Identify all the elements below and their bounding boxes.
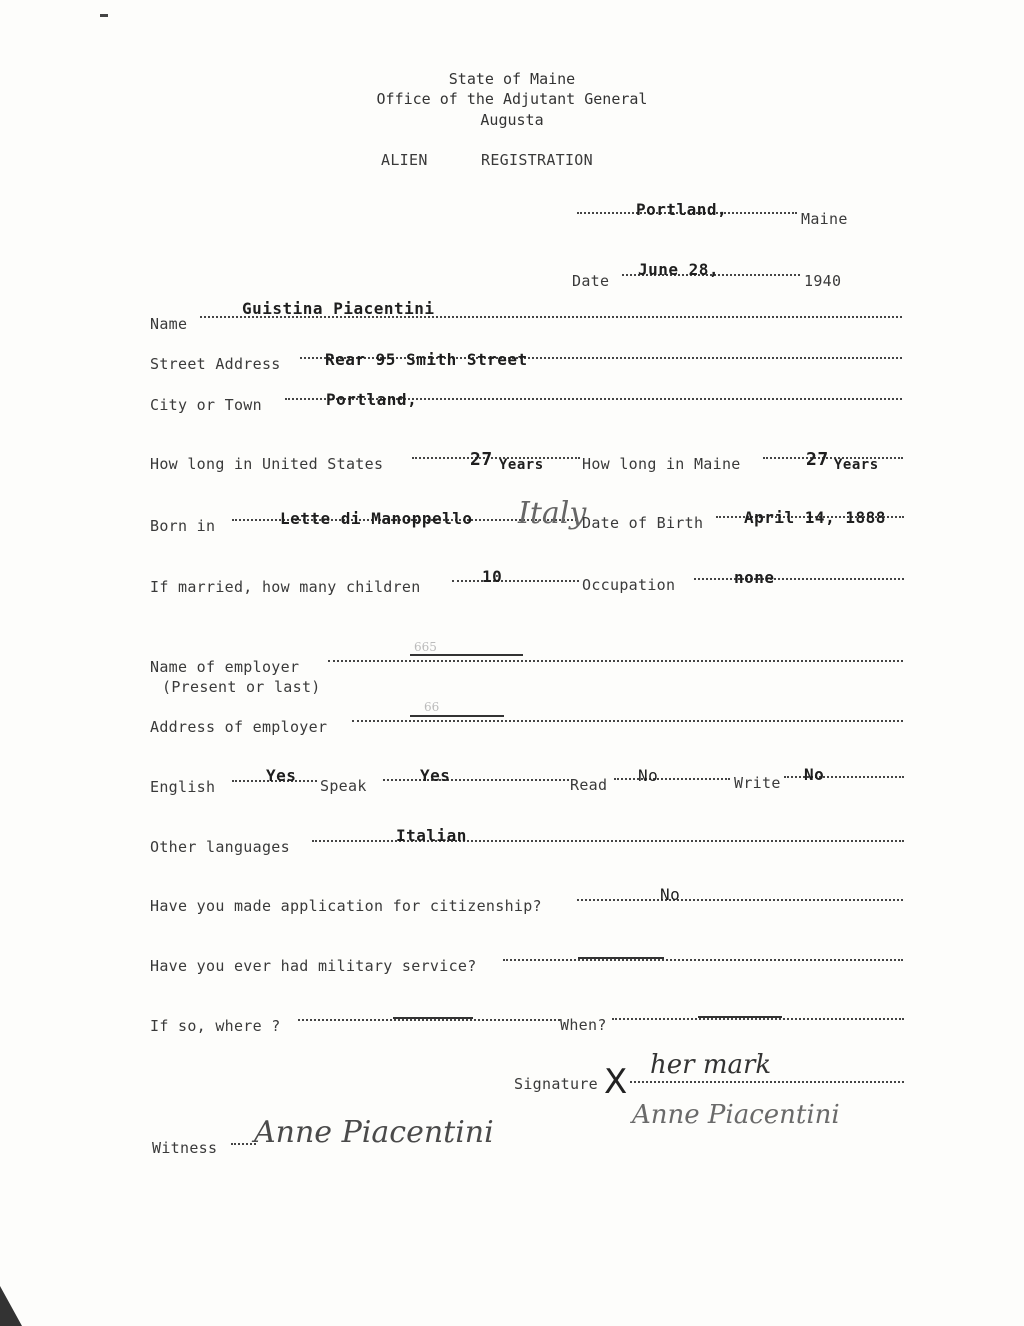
how-long-maine-dots — [763, 457, 903, 459]
read-dots — [614, 778, 730, 780]
employer-address-faint-note: 66 — [424, 700, 440, 714]
form-title-alien: ALIEN — [381, 151, 428, 169]
when-dots — [612, 1018, 904, 1020]
how-long-us-label: How long in United States — [150, 455, 384, 473]
english-label: English — [150, 778, 216, 796]
signature-x-mark: X — [604, 1062, 628, 1102]
read-label: Read — [570, 776, 608, 794]
speak-value: Yes — [420, 766, 451, 785]
speak-label: Speak — [320, 777, 367, 795]
date-value: June 28, — [638, 260, 720, 279]
military-label: Have you ever had military service? — [150, 957, 477, 975]
employer-address-dots — [352, 720, 903, 722]
employer-address-dash — [410, 715, 504, 717]
employer-name-dash — [410, 654, 523, 656]
employer-name-sublabel: (Present or last) — [162, 678, 321, 696]
how-long-maine-label: How long in Maine — [582, 455, 741, 473]
signature-her-mark: her mark — [650, 1050, 772, 1080]
citizenship-label: Have you made application for citizenship? — [150, 897, 542, 915]
form-title-registration: REGISTRATION — [481, 151, 593, 169]
write-dots — [784, 776, 904, 778]
occupation-dots — [694, 578, 904, 580]
other-languages-value: Italian — [396, 826, 467, 845]
born-in-value: Lette di Manoppello — [280, 509, 473, 528]
where-dash — [393, 1017, 473, 1019]
page-corner-shadow — [0, 1286, 22, 1326]
where-label: If so, where ? — [150, 1017, 281, 1035]
employer-name-label: Name of employer — [150, 658, 300, 676]
citizenship-dots — [577, 899, 903, 901]
signature-label: Signature — [514, 1075, 598, 1093]
when-label: When? — [560, 1016, 607, 1034]
signature-name-below: Anne Piacentini — [632, 1100, 840, 1130]
date-label: Date — [572, 272, 610, 290]
read-value: No — [638, 766, 659, 785]
how-long-us-dots — [412, 457, 580, 459]
header-state: State of Maine — [448, 70, 576, 88]
location-state-label: Maine — [801, 210, 848, 228]
military-dash — [578, 957, 664, 959]
citizenship-value: No — [660, 885, 681, 904]
witness-signature: Anne Piacentini — [254, 1115, 494, 1150]
born-in-handwritten: Italy — [518, 496, 587, 531]
name-value: Guistina Piacentini — [242, 299, 435, 318]
children-dots — [452, 580, 579, 582]
children-value: 10 — [482, 567, 503, 586]
date-year: 1940 — [804, 272, 842, 290]
how-long-maine-value: 27 — [806, 449, 829, 470]
city-label: City or Town — [150, 396, 262, 414]
witness-dots — [231, 1143, 256, 1145]
name-dots — [200, 316, 902, 318]
street-address-label: Street Address — [150, 355, 281, 373]
name-label: Name — [150, 315, 188, 333]
military-dots — [503, 959, 903, 961]
english-value: Yes — [266, 766, 297, 785]
how-long-us-unit: Years — [499, 457, 544, 473]
where-dots — [298, 1019, 560, 1021]
date-of-birth-value: April 14, 1888 — [744, 508, 886, 527]
employer-name-faint-note: 665 — [414, 640, 437, 654]
employer-name-dots — [328, 660, 903, 662]
header-office: Office of the Adjutant General — [376, 90, 648, 108]
write-value: No — [804, 765, 825, 784]
signature-dots — [630, 1081, 904, 1083]
other-languages-label: Other languages — [150, 838, 290, 856]
header-city: Augusta — [480, 111, 544, 129]
location-city: Portland, — [636, 200, 728, 219]
scan-speck — [100, 14, 108, 17]
street-address-value: Rear 95 Smith Street — [325, 350, 528, 369]
witness-label: Witness — [152, 1139, 218, 1157]
occupation-value: none — [734, 568, 775, 587]
when-dash — [698, 1016, 782, 1018]
born-in-label: Born in — [150, 517, 216, 535]
city-value: Portland, — [326, 390, 418, 409]
write-label: Write — [734, 774, 781, 792]
date-of-birth-label: Date of Birth — [582, 514, 704, 532]
children-label: If married, how many children — [150, 578, 421, 596]
employer-address-label: Address of employer — [150, 718, 328, 736]
how-long-us-value: 27 — [470, 449, 493, 470]
how-long-maine-unit: Years — [834, 457, 879, 473]
occupation-label: Occupation — [582, 576, 676, 594]
speak-dots — [383, 779, 569, 781]
